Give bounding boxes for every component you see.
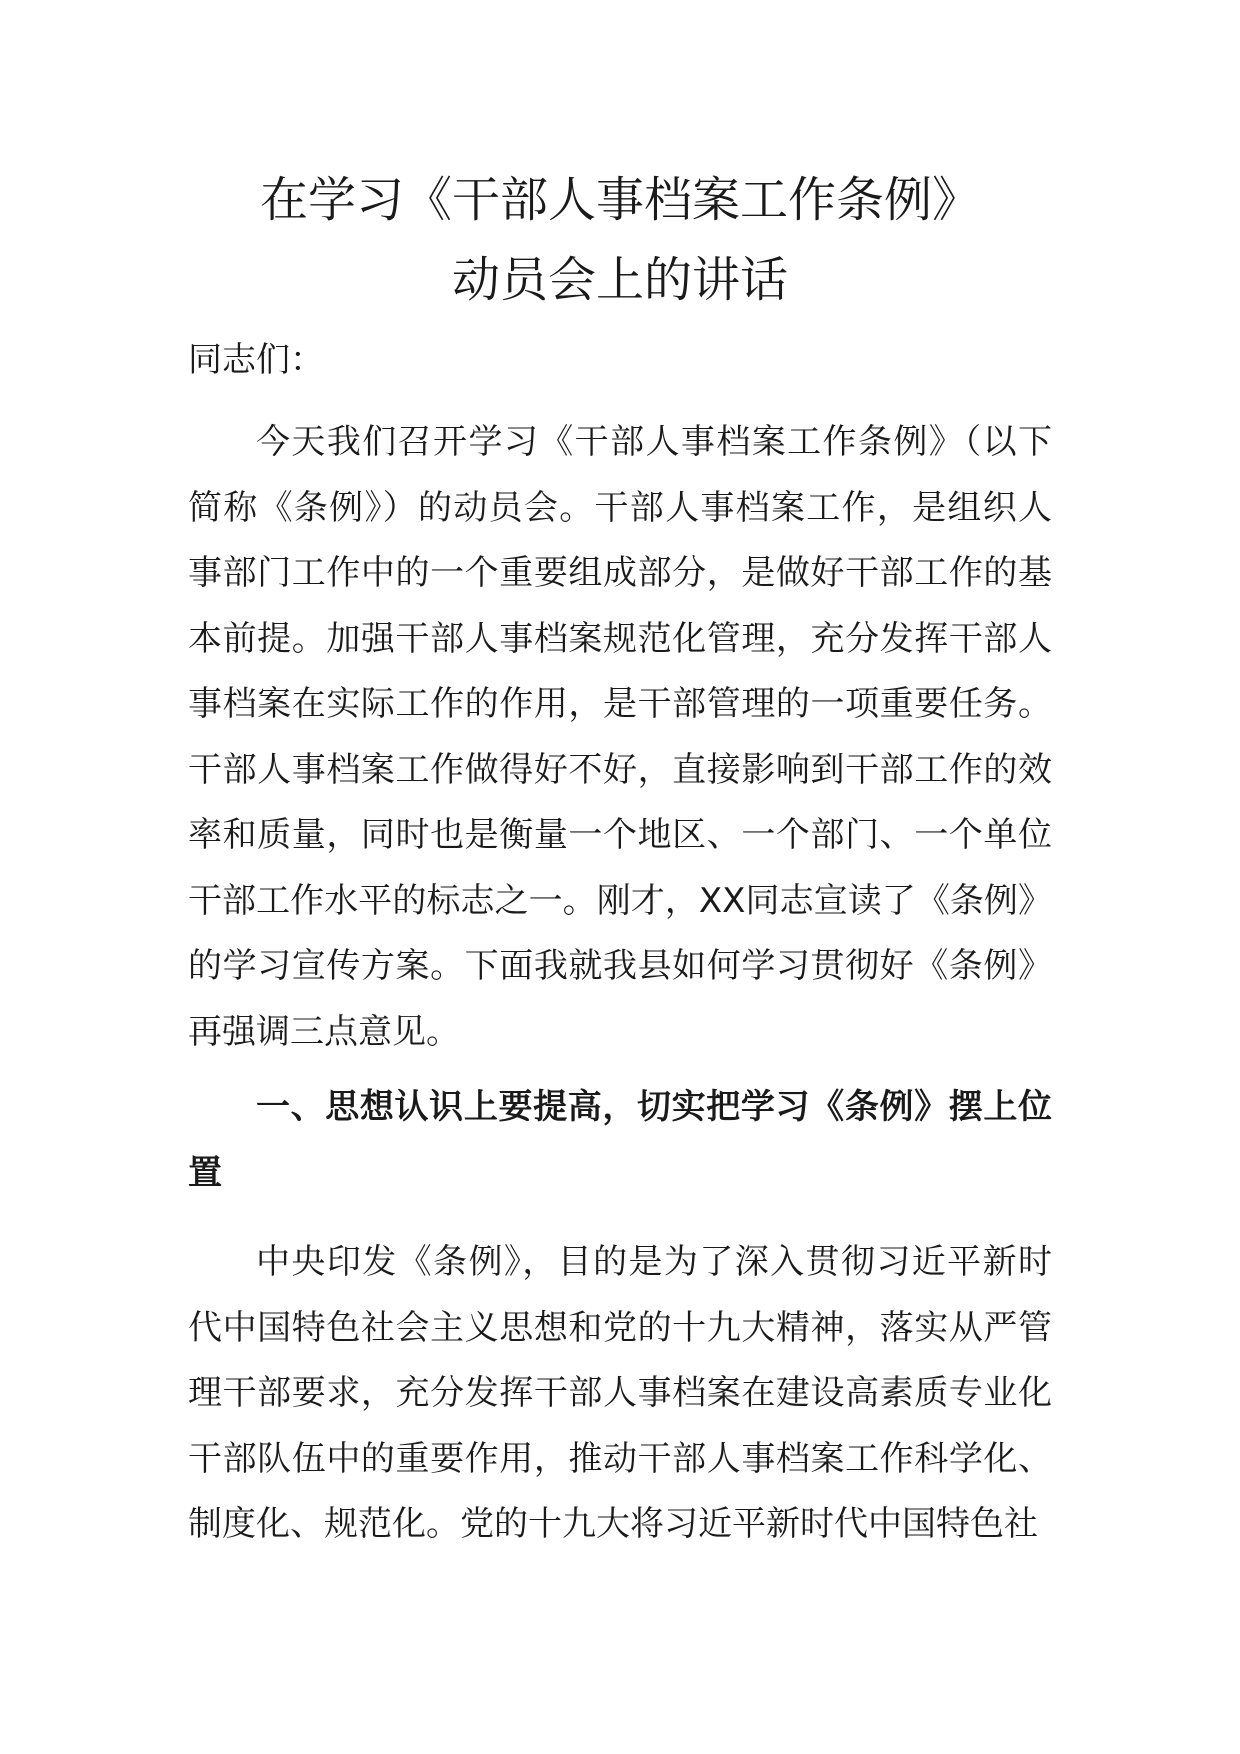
document-title-line-2: 动员会上的讲话 <box>451 252 788 308</box>
paragraph-2: 中央印发《条例》，目的是为了深入贯彻习近平新时代中国特色社会主义思想和党的十九大精神，落实从严管理干部要求，充分发挥干部人事档案在建设高素质专业化干部队伍中的重要作用，推动干部人事档案工作科学化、制度化、规范化。党的十九大将习近平新时代中国特色社 <box>188 1242 1052 1544</box>
document-title-line-1: 在学习《干部人事档案工作条例》 <box>259 172 980 228</box>
salutation: 同志们： <box>188 340 324 380</box>
paragraph-1: 今天我们召开学习《干部人事档案工作条例》（以下简称《条例》）的动员会。干部人事档案工作，是组织人事部门工作中的一个重要组成部分，是做好干部工作的基本前提。加强干部人事档案规范化管理，充分发挥干部人事档案在实际工作的作用，是干部管理的一项重要任务。干部人事档案工作做得好不好，直接影响到干部工作的效率和质量，同时也是衡量一个地区、一个部门、一个单位干部工作水平的标志之一。刚才，XX同志宣读了《条例》的学习宣传方案。下面我就我县如何学习贯彻好《条例》再强调三点意见。 <box>188 422 1052 1052</box>
section-heading-1: 一、思想认识上要提高，切实把学习《条例》摆上位置 <box>188 1087 1052 1193</box>
